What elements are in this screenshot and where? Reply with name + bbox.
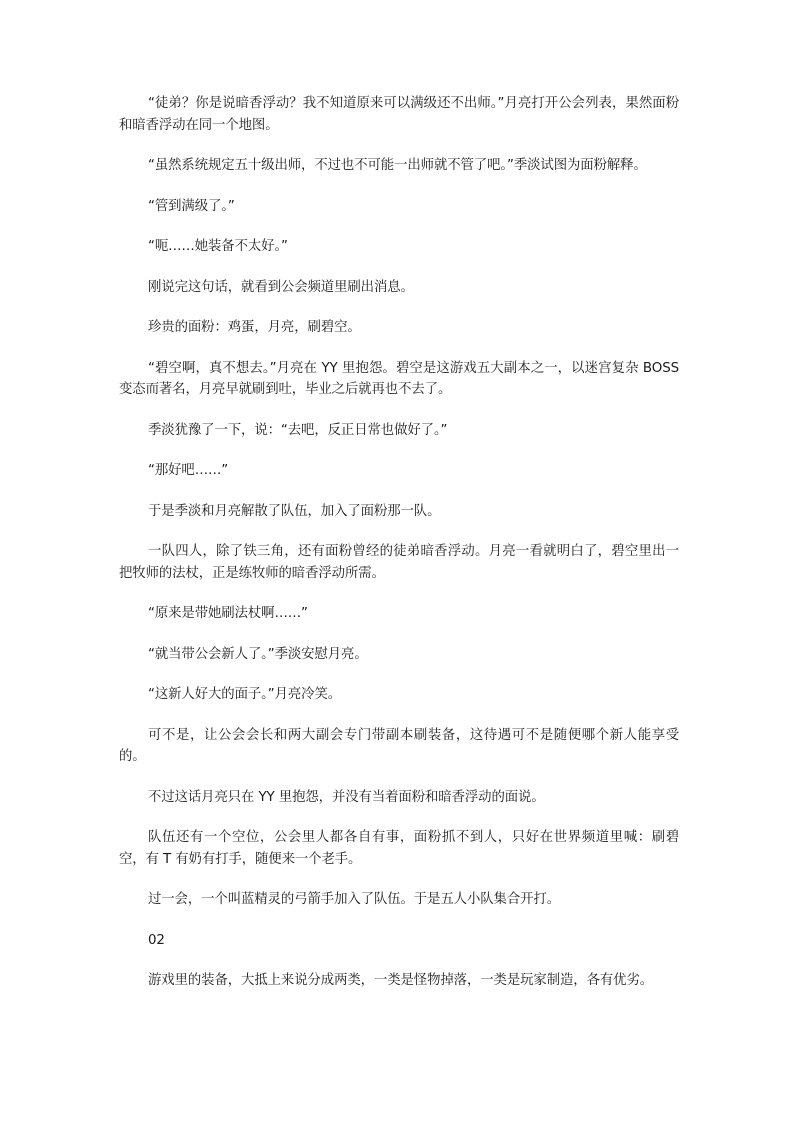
paragraph-7: “碧空啊，真不想去。”月亮在 YY 里抱怨。碧空是这游戏五大副本之一，以迷宫复杂 BOSS 变态而著名，月亮早就刷到吐，毕业之后就再也不去了。 xyxy=(119,360,679,397)
paragraph-2: “虽然系统规定五十级出师，不过也不可能一出师就不管了吧。”季淡试图为面粉解释。 xyxy=(148,158,647,173)
paragraph-1: “徒弟？你是说暗香浮动？我不知道原来可以满级还不出师。”月亮打开公会列表，果然面粉和暗香浮动在同一个地图。 xyxy=(119,96,679,133)
paragraph-9: “那好吧……” xyxy=(148,463,229,478)
paragraph-18: 过一会，一个叫蓝精灵的弓箭手加入了队伍。于是五人小队集合开打。 xyxy=(148,892,561,907)
paragraph-15: 可不是，让公会会长和两大副会专门带副本刷装备，这待遇可不是随便哪个新人能享受的。 xyxy=(119,727,679,764)
paragraph-16: 不过这话月亮只在 YY 里抱怨，并没有当着面粉和暗香浮动的面说。 xyxy=(148,789,545,805)
paragraph-10: 于是季淡和月亮解散了队伍，加入了面粉那一队。 xyxy=(148,503,441,519)
paragraph-17: 队伍还有一个空位，公会里人都各自有事，面粉抓不到人，只好在世界频道里喊：刷碧空，有 T 有奶有打手，随便来一个老手。 xyxy=(119,830,679,867)
paragraph-8: 季淡犹豫了一下，说：“去吧，反正日常也做好了。” xyxy=(148,422,448,438)
paragraph-13: “就当带公会新人了。”季淡安慰月亮。 xyxy=(148,646,368,662)
paragraph-19: 游戏里的装备，大抵上来说分成两类，一类是怪物掉落，一类是玩家制造，各有优劣。 xyxy=(148,973,654,988)
paragraph-3: “管到满级了。” xyxy=(148,198,235,214)
paragraph-12: “原来是带她刷法杖啊……” xyxy=(148,606,308,621)
section-number: 02 xyxy=(148,932,165,948)
paragraph-14: “这新人好大的面子。”月亮冷笑。 xyxy=(148,687,342,702)
document-body xyxy=(119,93,679,1011)
paragraph-5: 刚说完这句话，就看到公会频道里刷出消息。 xyxy=(148,279,414,295)
paragraph-6: 珍贵的面粉：鸡蛋，月亮，刷碧空。 xyxy=(148,320,361,335)
paragraph-11: 一队四人，除了铁三角，还有面粉曾经的徒弟暗香浮动。月亮一看就明白了，碧空里出一把牧师的法杖，正是练牧师的暗香浮动所需。 xyxy=(119,544,679,581)
paragraph-4: “呃……她装备不太好。” xyxy=(148,239,288,254)
